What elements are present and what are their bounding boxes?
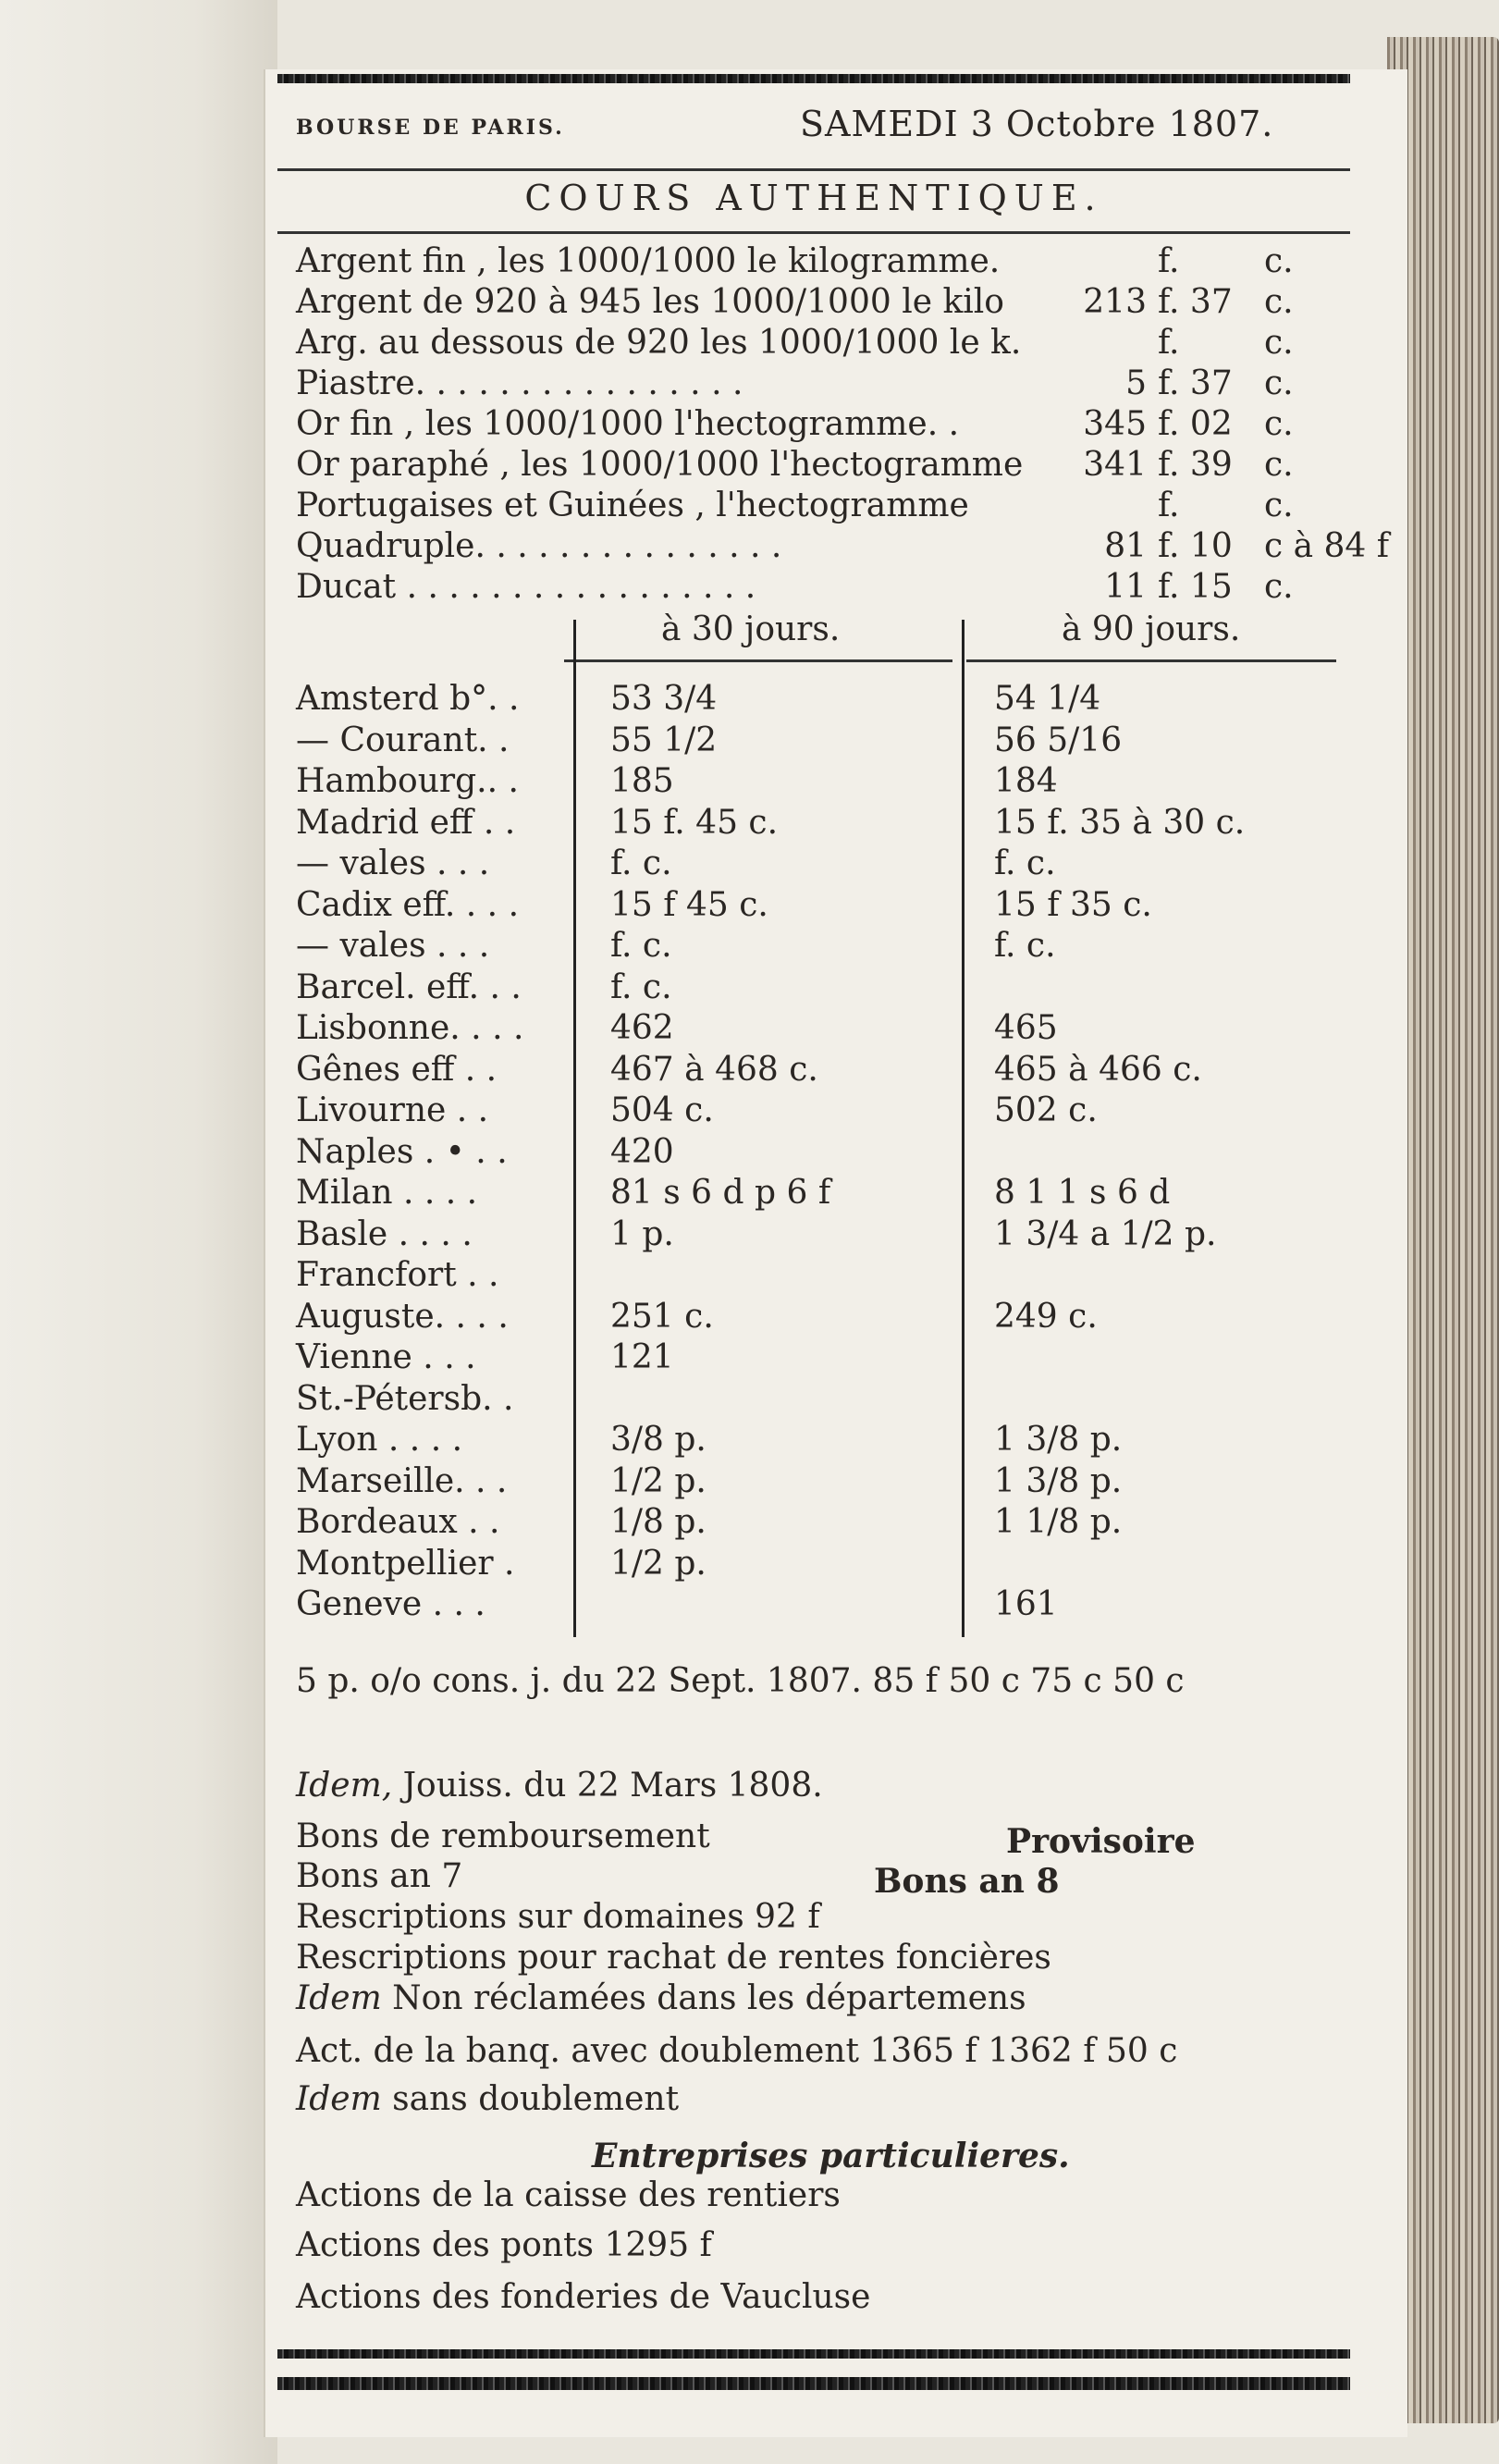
exchange-place: Milan . . . . <box>296 1174 478 1212</box>
section-rule <box>277 231 1350 234</box>
rate-30-days: 420 <box>610 1133 674 1171</box>
entreprise-item: Actions des ponts 1295 f <box>296 2226 712 2264</box>
rate-90-days: 465 <box>994 1009 1058 1047</box>
non-reclamees-text: Non réclamées dans les départemens <box>381 1979 1026 2017</box>
metal-price-francs-prefix: 11 <box>1104 568 1147 606</box>
exchange-place: St.-Pétersb. . <box>296 1380 514 1418</box>
metal-name: Or fin , les 1000/1000 l'hectogramme. . <box>296 405 960 443</box>
metal-name: Quadruple. . . . . . . . . . . . . . . <box>296 527 782 565</box>
exchange-place: Lyon . . . . <box>296 1421 463 1459</box>
metal-name: Argent de 920 à 945 les 1000/1000 le kilo <box>296 283 1004 321</box>
exchange-place: Hambourg.. . <box>296 762 519 800</box>
rate-30-days: f. c. <box>610 968 672 1006</box>
metal-price-francs-prefix: 341 <box>1083 446 1147 484</box>
header-title: BOURSE DE PARIS. <box>296 116 565 140</box>
entreprises-title: Entreprises particulieres. <box>592 2137 1070 2175</box>
exchange-place: Cadix eff. . . . <box>296 886 520 924</box>
metal-price-francs: f. 10 <box>1158 527 1233 565</box>
idem-label: Idem <box>296 2080 382 2118</box>
exchange-place: — vales . . . <box>296 844 490 882</box>
rate-30-days: 504 c. <box>610 1091 714 1129</box>
exchange-place: Madrid eff . . <box>296 804 516 842</box>
exchange-place: Francfort . . <box>296 1256 499 1294</box>
exchange-place: Auguste. . . . <box>296 1298 509 1336</box>
rate-30-days: 1 p. <box>610 1215 674 1253</box>
provisoire: Provisoire <box>1006 1822 1196 1861</box>
exchange-place: — vales . . . <box>296 927 490 965</box>
sans-doublement-text: sans doublement <box>381 2080 680 2118</box>
metal-price-francs: f. 37 <box>1158 283 1233 321</box>
metal-price-centimes: c. <box>1264 405 1294 443</box>
metal-price-francs-prefix: 5 <box>1125 364 1147 402</box>
rate-90-days: 1 3/4 a 1/2 p. <box>994 1215 1217 1253</box>
exchange-place: Amsterd b°. . <box>296 680 520 718</box>
rate-90-days: 465 à 466 c. <box>994 1051 1202 1089</box>
rate-30-days: 15 f 45 c. <box>610 886 768 924</box>
col90-divider <box>962 620 965 1637</box>
jouiss-text: Jouiss. du 22 Mars 1808. <box>392 1767 823 1805</box>
entreprise-item: Actions des fonderies de Vaucluse <box>296 2278 871 2316</box>
metal-price-centimes: c. <box>1264 324 1294 362</box>
metal-price-francs: f. 02 <box>1158 405 1233 443</box>
idem-sans-doublement <box>296 2080 679 2118</box>
rate-90-days: f. c. <box>994 844 1056 882</box>
entreprise-item: Actions de la caisse des rentiers <box>296 2176 841 2214</box>
metal-price-centimes: c. <box>1264 487 1294 524</box>
rate-90-days: 54 1/4 <box>994 680 1101 718</box>
exchange-place: Barcel. eff. . . <box>296 968 522 1006</box>
header-rule <box>277 168 1350 171</box>
bons-an-7: Bons an 7 <box>296 1857 463 1895</box>
metal-price-francs: f. <box>1158 242 1180 280</box>
rate-30-days: 251 c. <box>610 1298 714 1336</box>
left-page <box>0 0 277 2464</box>
metal-price-centimes: c. <box>1264 446 1294 484</box>
rate-30-days: 467 à 468 c. <box>610 1051 818 1089</box>
rate-90-days: 249 c. <box>994 1298 1098 1336</box>
metal-name: Or paraphé , les 1000/1000 l'hectogramme <box>296 446 1024 484</box>
rate-90-days: 8 1 1 s 6 d <box>994 1174 1171 1212</box>
rate-90-days: 184 <box>994 762 1058 800</box>
metal-price-francs: f. <box>1158 487 1180 524</box>
bottom-border-heavy <box>277 2377 1350 2390</box>
col90-header: à 90 jours. <box>1062 610 1241 648</box>
exchange-place: Montpellier . <box>296 1545 515 1583</box>
exchange-place: Lisbonne. . . . <box>296 1009 524 1047</box>
bons-remboursement: Bons de remboursement <box>296 1817 710 1855</box>
idem-non-reclamees <box>296 1979 1026 2017</box>
rate-30-days: f. c. <box>610 844 672 882</box>
rate-90-days: 1 1/8 p. <box>994 1503 1123 1541</box>
rentes-idem-jouiss <box>296 1767 823 1805</box>
metal-price-francs-prefix: 81 <box>1104 527 1147 565</box>
rentes-cons: 5 p. o/o cons. j. du 22 Sept. 1807. 85 f 50 c 75 c 50 c <box>296 1662 1185 1700</box>
exchange-place: Gênes eff . . <box>296 1051 498 1089</box>
rate-30-days: f. c. <box>610 927 672 965</box>
top-border <box>277 74 1350 83</box>
rate-30-days: 81 s 6 d p 6 f <box>610 1174 831 1212</box>
exchange-place: — Courant. . <box>296 721 510 759</box>
metal-name: Argent fin , les 1000/1000 le kilogramme. <box>296 242 1001 280</box>
col30-header-rule <box>564 659 952 662</box>
rate-30-days: 15 f. 45 c. <box>610 804 779 842</box>
rate-30-days: 462 <box>610 1009 674 1047</box>
rate-30-days: 185 <box>610 762 674 800</box>
metal-name: Portugaises et Guinées , l'hectogramme <box>296 487 969 524</box>
metal-price-francs: f. 37 <box>1158 364 1233 402</box>
col30-divider <box>573 620 576 1637</box>
rate-30-days: 53 3/4 <box>610 680 718 718</box>
idem-label: Idem, <box>296 1767 393 1805</box>
rate-90-days: f. c. <box>994 927 1056 965</box>
exchange-place: Naples . • . . <box>296 1133 508 1171</box>
metal-price-centimes: c. <box>1264 364 1294 402</box>
exchange-place: Basle . . . . <box>296 1215 473 1253</box>
rate-90-days: 1 3/8 p. <box>994 1421 1123 1459</box>
col90-header-rule <box>966 659 1336 662</box>
rate-90-days: 15 f 35 c. <box>994 886 1152 924</box>
rate-30-days: 1/2 p. <box>610 1545 706 1583</box>
rescriptions-rachat: Rescriptions pour rachat de rentes foncières <box>296 1939 1051 1977</box>
rescriptions-domaines: Rescriptions sur domaines 92 f <box>296 1898 820 1936</box>
rate-30-days: 121 <box>610 1338 674 1376</box>
rate-30-days: 55 1/2 <box>610 721 718 759</box>
metal-name: Ducat . . . . . . . . . . . . . . . . . <box>296 568 756 606</box>
exchange-place: Marseille. . . <box>296 1462 508 1500</box>
idem-label: Idem <box>296 1979 382 2017</box>
exchange-place: Livourne . . <box>296 1091 489 1129</box>
metal-price-centimes: c. <box>1264 242 1294 280</box>
rate-90-days: 161 <box>994 1585 1058 1623</box>
rate-90-days: 56 5/16 <box>994 721 1123 759</box>
metal-price-francs: f. <box>1158 324 1180 362</box>
rate-90-days: 15 f. 35 à 30 c. <box>994 804 1246 842</box>
bons-an-8: Bons an 8 <box>874 1862 1060 1901</box>
metal-name: Arg. au dessous de 920 les 1000/1000 le k. <box>296 324 1022 362</box>
rate-30-days: 1/2 p. <box>610 1462 706 1500</box>
exchange-place: Bordeaux . . <box>296 1503 500 1541</box>
rate-30-days: 1/8 p. <box>610 1503 706 1541</box>
metal-price-francs-prefix: 345 <box>1083 405 1147 443</box>
metal-price-francs: f. 15 <box>1158 568 1233 606</box>
exchange-place: Vienne . . . <box>296 1338 476 1376</box>
metal-price-francs: f. 39 <box>1158 446 1233 484</box>
metal-price-centimes: c. <box>1264 283 1294 321</box>
bottom-border <box>277 2349 1350 2359</box>
metal-price-centimes: c. <box>1264 568 1294 606</box>
rate-90-days: 1 3/8 p. <box>994 1462 1123 1500</box>
header-date: SAMEDI 3 Octobre 1807. <box>800 104 1274 144</box>
rate-30-days: 3/8 p. <box>610 1421 706 1459</box>
act-banque: Act. de la banq. avec doublement 1365 f 1362 f 50 c <box>296 2032 1178 2070</box>
section-title: COURS AUTHENTIQUE. <box>524 178 1103 218</box>
metal-name: Piastre. . . . . . . . . . . . . . . . <box>296 364 743 402</box>
col30-header: à 30 jours. <box>661 610 841 648</box>
rate-90-days: 502 c. <box>994 1091 1098 1129</box>
metal-price-francs-prefix: 213 <box>1083 283 1147 321</box>
exchange-place: Geneve . . . <box>296 1585 485 1623</box>
metal-price-centimes: c à 84 f <box>1264 527 1390 565</box>
